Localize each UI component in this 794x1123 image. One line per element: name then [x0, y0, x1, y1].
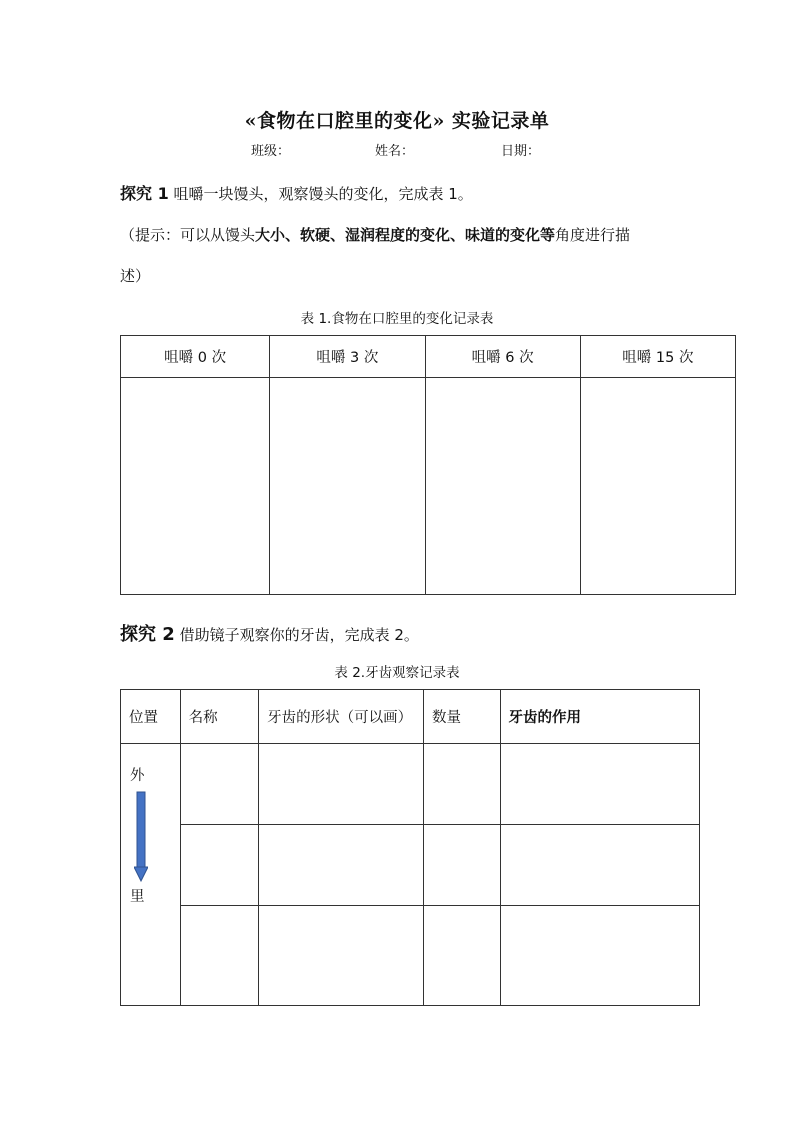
table2-header-position: 位置: [121, 690, 181, 744]
table1-cell-1[interactable]: [270, 378, 425, 595]
table2-cell-r3-name[interactable]: [180, 906, 259, 1006]
table2-cell-r3-function[interactable]: [500, 906, 699, 1006]
down-arrow-icon: [134, 791, 148, 883]
hint-bold: 大小、软硬、湿润程度的变化、味道的变化等: [255, 226, 556, 244]
table2-caption: 表 2.牙齿观察记录表: [334, 665, 460, 681]
table1-header-0: 咀嚼 0 次: [121, 336, 270, 378]
table2-cell-r1-name[interactable]: [180, 744, 259, 825]
class-label: 班级：: [251, 144, 291, 159]
table2-cell-r3-count[interactable]: [424, 906, 501, 1006]
table2-cell-r1-count[interactable]: [424, 744, 501, 825]
table2-header-name: 名称: [180, 690, 259, 744]
table2-header-shape: 牙齿的形状（可以画）: [259, 690, 424, 744]
hint-line2: 述）: [120, 267, 151, 285]
table2: [120, 689, 700, 1006]
table2-cell-r2-shape[interactable]: [259, 825, 424, 906]
hint-prefix: （提示：可以从馒头: [120, 226, 256, 244]
section1-text: 咀嚼一块馒头，观察馒头的变化，完成表 1。: [168, 185, 473, 203]
table2-header-count: 数量: [424, 690, 501, 744]
table1-header-2: 咀嚼 6 次: [425, 336, 580, 378]
table2-cell-r1-function[interactable]: [500, 744, 699, 825]
position-inner-label: 里: [130, 889, 145, 905]
table2-cell-r1-shape[interactable]: [259, 744, 424, 825]
table2-cell-r2-count[interactable]: [424, 825, 501, 906]
section2-instruction: [120, 620, 419, 646]
section1-hint: [120, 224, 630, 245]
section1-instruction: [120, 181, 473, 204]
table1-header-1: 咀嚼 3 次: [270, 336, 425, 378]
section2-text: 借助镜子观察你的牙齿，完成表 2。: [174, 626, 419, 644]
name-label: 姓名：: [375, 144, 415, 159]
table2-cell-r3-shape[interactable]: [259, 906, 424, 1006]
position-outer-label: 外: [130, 768, 145, 784]
section2-heading: 探究 2: [120, 624, 175, 645]
date-label: 日期：: [501, 144, 541, 159]
table2-cell-r2-name[interactable]: [180, 825, 259, 906]
table1-cell-2[interactable]: [425, 378, 580, 595]
table2-cell-r2-function[interactable]: [500, 825, 699, 906]
hint-suffix: 角度进行描: [555, 226, 631, 244]
table1-cell-3[interactable]: [580, 378, 735, 595]
table1-caption: 表 1.食物在口腔里的变化记录表: [300, 311, 494, 327]
table2-position-cell: [121, 744, 181, 1006]
document-title: «食物在口腔里的变化» 实验记录单: [244, 110, 550, 132]
table2-header-function: 牙齿的作用: [500, 690, 699, 744]
table1-cell-0[interactable]: [121, 378, 270, 595]
section1-heading: 探究 1: [120, 184, 169, 203]
table1: [120, 335, 736, 595]
table1-header-3: 咀嚼 15 次: [580, 336, 735, 378]
